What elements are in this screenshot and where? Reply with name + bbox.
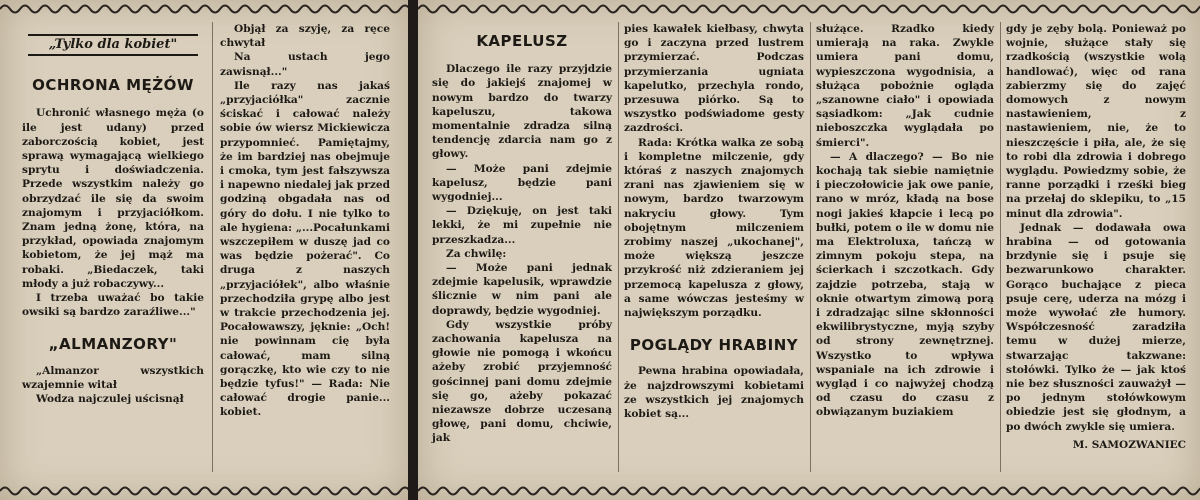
section-tag: „Tylko dla kobiet" [28,34,198,56]
wavy-border-bottom [418,484,1200,498]
verse-line: Objął za szyję, za ręce chwytał [220,23,390,50]
paragraph: — Może pani jednak zdejmie kapelusik, wprawdzie ślicznie w nim pani ale doprawdy, będzie wygodniej. [432,262,612,317]
article-title-ochrona: OCHRONA MĘŻÓW [32,76,194,95]
left-newspaper-page [0,0,408,500]
paragraph: Rada: Krótka walka ze sobą i kompletne milczenie, gdy któraś z naszych znajomych zrani nas zjawieniem się w nowym, bardzo twarzowym nakryciu głowy. Tym obojętnym milczeniem zrobimy naszej „ukochanej", może większą jeszcze przykrość niż zdzieraniem jej przemocą kapelusza z głowy, a same wówczas jesteśmy w największym porządku. [624,136,804,320]
paragraph: Jednak — dodawała owa hrabina — od gotowania brzdynie się i psuje się bezwarunkowo charakter. Gorąco buchające z pieca psuje cerę, uderza na mózg i może wywołać złe humory. Współczesność zaradziła temu w dużej mierze, stwarzając takzwane: stołówki. Tylko że — jak ktoś nie bez słuszności zauważył — po jednym stołówkowym obiedzie jest się głodnym, a po dwóch zwykle się umiera. [1006,221,1186,433]
column-divider [618,22,619,472]
paragraph: Uchronić własnego męża (o ile jest udany) przed zaborczością kobiet, jest sprawą wymagającą wielkiego sprytu i doświadczenia. Przede wszystkim należy go obrzydzać ile się da swoim znajomym i przyjaciółkom. Znam jedną żonę, która, na przykład, opowiada znajomym kobietom, że jej mąż ma robaki. „Biedaczek, taki młody a już robaczywy... [22,107,204,290]
column-divider [810,22,811,472]
verse-line: „Almanzor wszystkich wzajemnie witał [22,364,204,391]
paragraph: — Dziękuję, on jest taki lekki, że mi zupełnie nie przeszkadza... [432,205,612,246]
right-column-3 [816,22,994,420]
paragraph: gdy je zęby bolą. Ponieważ po wojnie, służące stały się rzadkością (wszystkie wolą handlować), więc od rana zabierzmy się do zajęć domowych z nowym nastawieniem, z nastawieniem, nie, że to nieszczęście i piła, ale, że się to robi dla zdrowia i dobrego wyglądu. Powiedzmy sobie, że ranne porządki i rześki bieg na przełaj do sklepiku, to „15 minut dla zdrowia". [1006,23,1186,220]
column-divider [212,22,213,472]
right-column-1 [432,22,612,446]
left-column-2 [220,22,390,420]
paragraph: służące. Rzadko kiedy umierają na raka. Zwykle umiera pani domu, wypieszczona wygodnisia, a służąca pobożnie ogląda „szanowne ciało" i opowiada sąsiadkom: „Jak cudnie nieboszczka wyglądała po śmierci". [816,23,994,149]
verse-line: Wodza najczulej uścisnął [36,393,184,406]
paragraph: Ile razy nas jakaś „przyjaciółka" zacznie ściskać i całować należy sobie ów wiersz Mickiewicza przypomnieć. Pamiętajmy, że im bardziej nas obejmuje i cmoka, tym jest fałszywsza i napewno niedalej jak przed godziną obgadała nas od góry do dołu. I nie tylko to ale hygiena: „...Pocałunkami wszczepiłem w duszę jad co was będzie pożerać". Co druga z naszych „przyjaciółek", albo właśnie przechodziła grypę albo jest w trakcie przechodzenia jej. Pocałowawszy, jęknie: „Och! nie powinnam cię była całować, mam silną gorączkę, kto wie czy to nie będzie tyfus!" — Rada: Nie całować drogie panie... kobiet. [220,79,390,419]
right-newspaper-page [418,0,1200,500]
page-gutter [408,0,418,500]
verse-line: Na ustach jego zawisnął..." [220,51,390,78]
left-column-1 [22,22,204,406]
paragraph: pies kawałek kiełbasy, chwyta go i zaczyna przed lustrem przymierzać. Podczas przymierzania ugniata kapelutko, przechyla rondo, przesuwa piórko. Są to wszystko podświadome gesty zazdrości. [624,23,804,135]
paragraph: — Może pani zdejmie kapelusz, będzie pani wygodniej... [432,162,612,204]
right-column-2 [624,22,804,421]
paragraph: Za chwilę: [446,247,507,260]
paragraph: Dlaczego ile razy przyjdzie się do jakiejś znajomej w nowym bardzo do twarzy kapeluszu, takowa momentalnie zdradza silną tendencję zdarcia nam go z głowy. [432,63,612,161]
paragraph: Pewna hrabina opowiadała, że najzdrowszymi kobietami ze wszystkich jej znajomych kobiet są... [624,365,804,421]
paragraph: — A dlaczego? — Bo nie kochają tak siebie namiętnie i pieczołowicie jak owe panie, rano w mróz, kładą na bose nogi jakieś kłapcie i lecą po bułki, potem o ile w domu nie ma Elektroluxa, tańczą w zimnym pokoju stepa, na ścierkach i szczotkach. Gdy zajdzie potrzeba, stają w oknie otwartym zimową porą i zdradzając silne skłonności ekwilibrystyczne, myją szyby od strony zewnętrznej. Wszystko to wpływa wspaniale na ich zdrowie i wygląd i co najwyżej chodzą od czasu do czasu z obwiązanym buziakiem [816,150,994,419]
article-title-poglady-hrabiny: POGLĄDY HRABINY [629,336,799,355]
column-divider [1000,22,1001,472]
wavy-border-top [418,2,1200,16]
right-column-4 [1006,22,1186,452]
wavy-border-top [0,2,408,16]
article-title-almanzory: „ALMANZORY" [48,335,178,354]
article-title-kapelusz: KAPELUSZ [476,32,568,50]
paragraph: I trzeba uważać bo takie owsiki są bardzo zaraźliwe..." [22,292,204,319]
author-signature: M. SAMOZWANIEC [1072,438,1186,451]
paragraph: Gdy wszystkie próby zachowania kapelusza na głowie nie pomogą i wkońcu ażeby zrobić przyjemność gościnnej pani domu zdejmie się go, ażeby pokazać niezawsze dobrze uczesaną głowę, pani domu, chciwie, jak [432,318,612,445]
wavy-border-bottom [0,484,408,498]
